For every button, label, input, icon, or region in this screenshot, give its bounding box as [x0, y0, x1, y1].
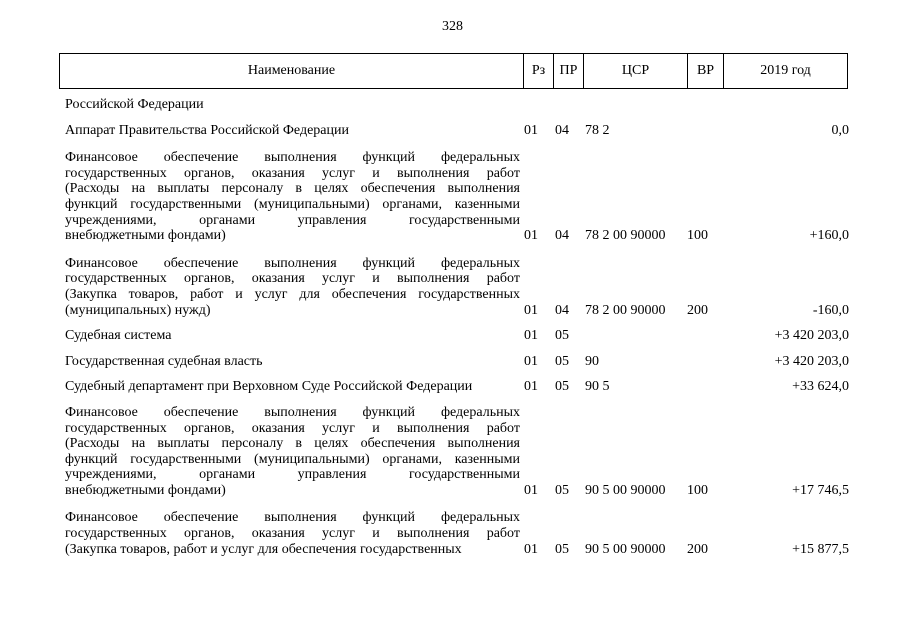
row-sum: -160,0 [812, 302, 849, 318]
column-header-rz: Рз [524, 54, 554, 89]
row-name-line: Финансовое обеспечение выполнения функций федеральных [65, 510, 520, 526]
table-row [65, 123, 849, 139]
row-vr: 200 [687, 302, 708, 318]
table-row [65, 97, 849, 113]
row-sum: +15 877,5 [792, 541, 849, 557]
column-header-pr: ПР [554, 54, 584, 89]
row-sum: +33 624,0 [792, 379, 849, 395]
row-name [65, 354, 520, 370]
row-vr: 100 [687, 228, 708, 244]
row-name-line: (муниципальных) нужд) [65, 302, 211, 318]
row-rz: 01 [524, 482, 538, 498]
row-name-line: учреждениями, органами управления государственными [65, 212, 520, 228]
row-rz: 01 [524, 302, 538, 318]
row-rz: 01 [524, 328, 538, 344]
row-name-line: Российской Федерации [65, 97, 204, 112]
row-csr: 90 5 00 90000 [585, 541, 666, 557]
column-header-csr: ЦСР [584, 54, 688, 89]
row-name-line: Судебная система [65, 328, 172, 344]
table-row [65, 379, 849, 395]
row-name-line: (Закупка товаров, работ и услуг для обеспечения государственных [65, 286, 520, 302]
row-pr: 05 [555, 482, 569, 498]
row-sum: +3 420 203,0 [774, 328, 849, 344]
row-rz: 01 [524, 228, 538, 244]
table-header [59, 53, 848, 89]
row-pr: 04 [555, 122, 569, 138]
row-pr: 05 [555, 541, 569, 557]
row-name-line: государственных органов, оказания услуг и выполнения работ [65, 526, 520, 542]
table-body [65, 97, 849, 557]
row-name-line: учреждениями, органами управления государственными [65, 467, 520, 483]
row-name-line: функций государственными (муниципальными) органами, казенными [65, 196, 520, 212]
table-row [65, 510, 849, 557]
row-rz: 01 [524, 379, 538, 395]
row-name [65, 256, 520, 318]
row-name [65, 97, 520, 113]
row-vr: 200 [687, 541, 708, 557]
row-name [65, 328, 520, 344]
page-number: 328 [442, 19, 463, 34]
row-rz: 01 [524, 122, 538, 138]
row-name-line: Государственная судебная власть [65, 353, 263, 369]
row-name-line: функций государственными (муниципальными) органами, казенными [65, 451, 520, 467]
row-csr: 78 2 00 90000 [585, 302, 666, 318]
row-csr: 90 5 [585, 379, 610, 395]
row-name-line: внебюджетными фондами) [65, 228, 226, 244]
column-header-year: 2019 год [724, 54, 848, 89]
row-name-line: государственных органов, оказания услуг и выполнения работ [65, 165, 520, 181]
row-name-line: (Расходы на выплаты персоналу в целях обеспечения выполнения [65, 436, 520, 452]
row-pr: 04 [555, 228, 569, 244]
row-csr: 78 2 00 90000 [585, 228, 666, 244]
row-sum: +17 746,5 [792, 482, 849, 498]
row-pr: 05 [555, 379, 569, 395]
row-name-line: Судебный департамент при Верховном Суде Российской Федерации [65, 379, 473, 395]
column-header-vr: ВР [688, 54, 724, 89]
row-name [65, 150, 520, 244]
row-name-line: Финансовое обеспечение выполнения функций федеральных [65, 404, 520, 420]
row-csr: 90 [585, 353, 599, 369]
row-name [65, 510, 520, 557]
table-row [65, 354, 849, 370]
row-sum: +160,0 [809, 228, 849, 244]
row-rz: 01 [524, 541, 538, 557]
column-header-name: Наименование [60, 54, 524, 89]
row-pr: 05 [555, 353, 569, 369]
row-name [65, 379, 520, 395]
row-name-line: внебюджетными фондами) [65, 482, 226, 498]
table-row [65, 405, 849, 499]
row-rz: 01 [524, 353, 538, 369]
row-pr: 05 [555, 328, 569, 344]
row-vr: 100 [687, 482, 708, 498]
table-row [65, 328, 849, 344]
row-name [65, 405, 520, 499]
row-pr: 04 [555, 302, 569, 318]
row-name-line: государственных органов, оказания услуг и выполнения работ [65, 420, 520, 436]
row-sum: 0,0 [831, 122, 849, 138]
row-csr: 90 5 00 90000 [585, 482, 666, 498]
row-name-line: Финансовое обеспечение выполнения функций федеральных [65, 255, 520, 271]
row-name-line: (Закупка товаров, работ и услуг для обеспечения государственных [65, 541, 462, 557]
table-row [65, 256, 849, 318]
row-name-line: Финансовое обеспечение выполнения функций федеральных [65, 150, 520, 166]
row-name-line: Аппарат Правительства Российской Федерации [65, 122, 349, 138]
row-csr: 78 2 [585, 122, 610, 138]
row-name [65, 123, 520, 139]
table-row [65, 150, 849, 244]
row-name-line: государственных органов, оказания услуг и выполнения работ [65, 271, 520, 287]
row-sum: +3 420 203,0 [774, 353, 849, 369]
row-name-line: (Расходы на выплаты персоналу в целях обеспечения выполнения [65, 181, 520, 197]
